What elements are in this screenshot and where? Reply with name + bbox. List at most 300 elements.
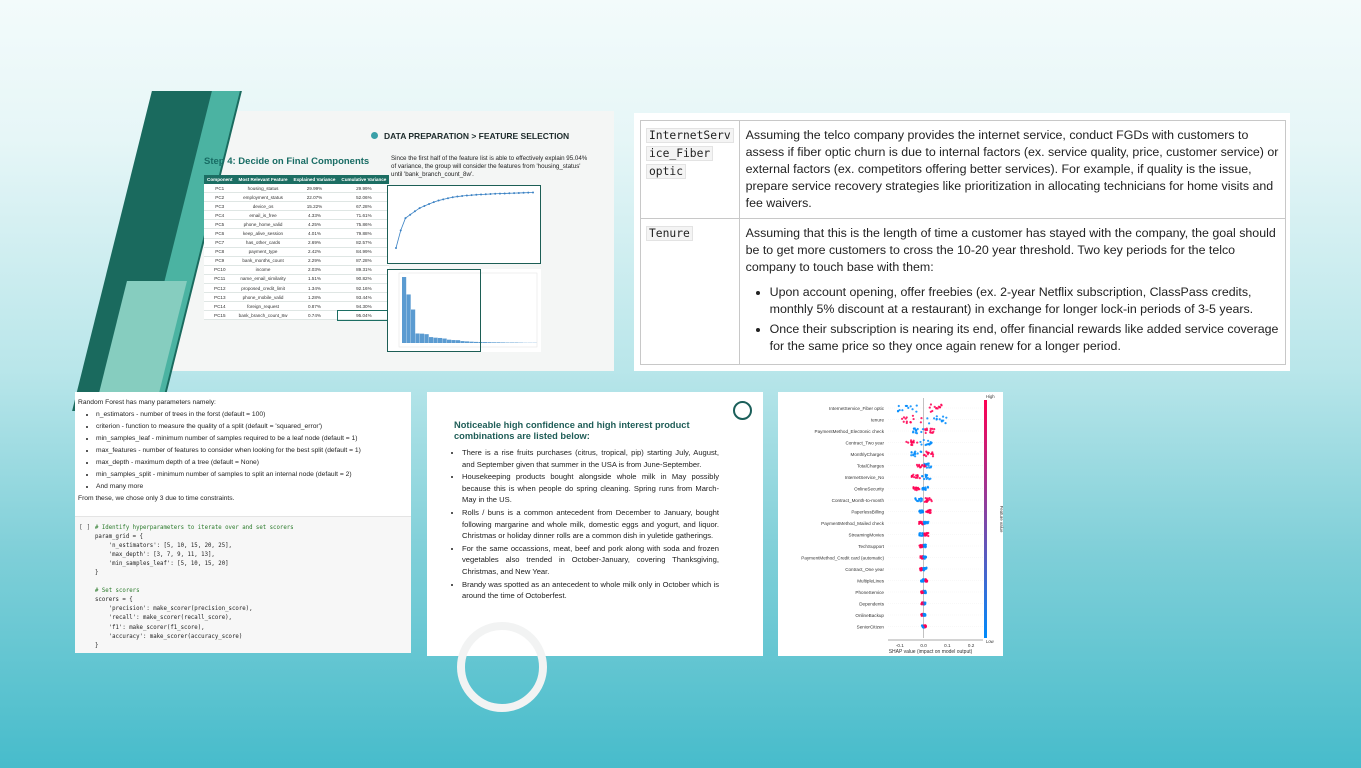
feature-label: SeniorCitizen (856, 624, 884, 630)
shap-point (926, 417, 928, 419)
table-cell: income (236, 265, 291, 274)
shap-point (923, 439, 925, 441)
table-cell: PC15 (204, 311, 236, 320)
table-row (204, 184, 389, 193)
feature-label: MultipleLines (857, 578, 884, 584)
table-cell: 0.87% (291, 302, 339, 311)
data-point (461, 195, 463, 197)
shap-point (922, 428, 924, 430)
table-cell: 2.69% (291, 238, 339, 247)
list-item: • There is a rise fruits purchases (citrus, tropical, pip) starting July, August, and September given that summer in the USA is from June-September. (462, 447, 719, 470)
table-cell: PC9 (204, 256, 236, 265)
shap-point (926, 501, 928, 503)
association-rules-slide (427, 392, 763, 656)
data-point (494, 193, 496, 195)
list-item: • Upon account opening, offer freebies (ex. 2-year Netflix subscription, ClassPass credits, monthly 5% discount at a restaurant) in exchange for longer lock-in periods of 3-5 years. (770, 284, 1279, 318)
shap-point (922, 511, 924, 513)
shap-point (921, 533, 923, 535)
data-point (423, 205, 425, 207)
shap-point (931, 452, 933, 454)
data-point (527, 192, 529, 194)
table-cell: bank_branch_count_8w (236, 311, 291, 320)
table-cell: bank_months_count (236, 256, 291, 265)
shap-point (925, 432, 927, 434)
list-item: • min_samples_split - minimum number of samples to split an internal node (default = 2) (96, 469, 408, 481)
shap-point (932, 431, 934, 433)
shap-point (926, 429, 928, 431)
code-line: 'n_estimators': [5, 10, 15, 20, 25], (95, 543, 232, 550)
shap-point (915, 488, 917, 490)
colorbar (984, 400, 987, 638)
data-point (428, 203, 430, 205)
shap-point (906, 422, 908, 424)
table-cell: 2.29% (291, 256, 339, 265)
code-line: 'f1': make_scorer(f1_score), (95, 624, 205, 631)
data-point (466, 195, 468, 197)
table-cell: 79.88% (338, 229, 389, 238)
shap-point (912, 418, 914, 420)
shap-point (913, 428, 915, 430)
table-cell: PC2 (204, 193, 236, 202)
data-point (471, 194, 473, 196)
data-point (404, 217, 406, 219)
bar (488, 342, 492, 343)
shap-point (925, 497, 927, 499)
code-cell[interactable] (75, 516, 411, 653)
table-cell: 2.42% (291, 247, 339, 256)
table-cell: 82.57% (338, 238, 389, 247)
list-item: • Brandy was spotted as an antecedent to whole milk only in October which is around the time of Octoberfest. (462, 579, 719, 602)
table-cell: keep_alive_session (236, 229, 291, 238)
shap-point (903, 421, 905, 423)
shap-point (924, 522, 926, 524)
shap-point (936, 415, 938, 417)
shap-point (925, 444, 927, 446)
data-point (442, 198, 444, 200)
shap-point (927, 535, 929, 537)
table-header: Component (204, 175, 236, 184)
params-list (96, 409, 408, 493)
shap-point (905, 418, 907, 420)
list-item: • min_samples_leaf - minimum number of samples required to be a leaf node (default = 1) (96, 433, 408, 445)
shap-point (925, 463, 927, 465)
shap-point (922, 591, 924, 593)
shap-point (928, 452, 930, 454)
data-point (523, 192, 525, 194)
feature-label: PaymentMethod_Electronic check (814, 429, 884, 434)
code-line: param_grid = { (95, 534, 143, 541)
table-cell: PC12 (204, 284, 236, 293)
list-item: • max_features - number of features to consider when looking for the best split (default = 1) (96, 445, 408, 457)
shap-point (917, 487, 919, 489)
feature-label: PaymentMethod_Mailed check (821, 521, 884, 526)
table-row (204, 220, 389, 229)
shap-point (923, 454, 925, 456)
slide-heading: Noticeable high confidence and high interest product combinations are listed below: (454, 420, 690, 441)
table-row (204, 193, 389, 202)
shap-point (927, 486, 929, 488)
feature-label: InternetService_No (844, 475, 884, 480)
table-cell: PC4 (204, 211, 236, 220)
table-cell: email_is_free (236, 211, 291, 220)
feature-label: PhoneService (855, 590, 884, 595)
notebook-outro: From these, we chose only 3 due to time constraints. (78, 495, 235, 502)
list-item: • n_estimators - number of trees in the forst (default = 100) (96, 409, 408, 421)
table-cell: 94.30% (338, 302, 389, 311)
table-row (204, 265, 389, 274)
shap-point (910, 439, 912, 441)
shap-point (920, 450, 922, 452)
data-point (532, 191, 534, 193)
shap-point (914, 452, 916, 454)
shap-point (936, 418, 938, 420)
shap-point (907, 407, 909, 409)
data-point (480, 193, 482, 195)
slide-note: Since the first half of the feature list is able to effectively explain 95.04% of variance, the group will consider the features from 'housing_status' until 'bank_branch_count_8w'. (391, 155, 588, 178)
x-tick-label: 0.2 (967, 643, 975, 648)
data-point (414, 210, 416, 212)
shap-point (924, 603, 926, 605)
list-item: • And many more (96, 481, 408, 493)
code-line: 'precision': make_scorer(precision_score), (95, 606, 253, 613)
code-line: 'max_depth': [3, 7, 9, 11, 13], (95, 552, 215, 559)
table-row (204, 256, 389, 265)
shap-point (912, 415, 914, 417)
shap-point (901, 409, 903, 411)
table-cell-key (641, 219, 740, 365)
shap-point (928, 462, 930, 464)
feature-label: OnlineSecurity (854, 486, 884, 492)
explained-variance-highlight (387, 269, 481, 352)
cumulative-variance-svg (388, 186, 539, 262)
shap-point (920, 497, 922, 499)
notebook-intro: Random Forest has many parameters namely: (78, 399, 216, 406)
table-row (204, 284, 389, 293)
shap-point (929, 431, 931, 433)
shap-point (917, 452, 919, 454)
table-cell: PC6 (204, 229, 236, 238)
table-cell: has_other_cards (236, 238, 291, 247)
feature-code: Tenure (646, 226, 693, 241)
table-cell: 1.28% (291, 293, 339, 302)
shap-point (907, 442, 909, 444)
feature-label: MonthlyCharges (850, 452, 884, 457)
shap-point (925, 489, 927, 491)
shap-point (911, 408, 913, 410)
code-line: } (95, 642, 99, 649)
shap-point (928, 510, 930, 512)
table-cell: 75.86% (338, 220, 389, 229)
table-header: Cumulative Variance (338, 175, 389, 184)
shap-point (920, 535, 922, 537)
shap-point (915, 429, 917, 431)
table-cell: 52.06% (338, 193, 389, 202)
shap-summary-plot (778, 392, 1003, 656)
code-line: 'accuracy': make_scorer(accuracy_score) (95, 633, 243, 640)
table-row (204, 238, 389, 247)
data-point (433, 201, 435, 203)
code-line: # Set scorers (95, 588, 140, 595)
shap-point (912, 454, 914, 456)
table-cell: 15.22% (291, 202, 339, 211)
shap-point (924, 567, 926, 569)
table-cell: 4.01% (291, 229, 339, 238)
data-point (400, 229, 402, 231)
shap-point (926, 474, 928, 476)
bar (497, 342, 501, 343)
shap-point (927, 522, 929, 524)
data-point (409, 214, 411, 216)
feature-label: tenure (870, 417, 884, 423)
table-cell: 89.31% (338, 265, 389, 274)
table-cell: 4.25% (291, 220, 339, 229)
feature-label: InternetService_Fiber optic (829, 406, 884, 411)
shap-point (925, 581, 927, 583)
table-cell: 4.33% (291, 211, 339, 220)
shap-point (933, 417, 935, 419)
table-row (641, 219, 1286, 365)
table-cell: 84.99% (338, 247, 389, 256)
table-cell: PC7 (204, 238, 236, 247)
table-cell: phone_mobile_valid (236, 293, 291, 302)
table-cell: housing_status (236, 184, 291, 193)
tenure-text: Assuming that this is the length of time a customer has stayed with the company, the goal should be to get more customers to cross the 10-20 year threshold. Two key periods for the telco company to touch base with them: (745, 226, 1276, 274)
table-cell: 29.99% (338, 184, 389, 193)
colorbar-label: Feature value (999, 505, 1004, 533)
shap-point (905, 405, 907, 407)
feature-code: InternetServ (646, 128, 734, 143)
cell-run-prompt[interactable]: [ ] (79, 524, 91, 531)
shap-point (921, 464, 923, 466)
shap-point (916, 500, 918, 502)
shap-point (918, 532, 920, 534)
shap-point (924, 545, 926, 547)
shap-point (933, 428, 935, 430)
code-line: } (95, 570, 99, 577)
table-cell: PC11 (204, 274, 236, 283)
table-cell: PC5 (204, 220, 236, 229)
list-item: • max_depth - maximum depth of a tree (default = None) (96, 457, 408, 469)
notebook-card (75, 392, 411, 653)
table-row (204, 229, 389, 238)
code-line: 'min_samples_leaf': [5, 10, 15, 20] (95, 561, 229, 568)
feature-label: PaymentMethod_Credit card (automatic) (801, 555, 884, 561)
data-point (438, 200, 440, 202)
bullet-dot-icon (371, 132, 378, 139)
shap-point (922, 578, 924, 580)
shap-point (916, 474, 918, 476)
feature-label: Dependents (859, 601, 884, 607)
table-row (641, 121, 1286, 219)
code-line: 'recall': make_scorer(recall_score), (95, 615, 232, 622)
shap-point (910, 451, 912, 453)
findings-list (462, 447, 719, 603)
table-cell: 87.28% (338, 256, 389, 265)
table-row (204, 247, 389, 256)
shap-point (925, 476, 927, 478)
shap-point (925, 626, 927, 628)
shap-point (928, 497, 930, 499)
data-point (475, 194, 477, 196)
table-cell: proposed_credit_limit (236, 284, 291, 293)
shap-point (919, 441, 921, 443)
list-item: • Rolls / buns is a common antecedent from December to January, bought following margarine and whole milk, domestic eggs and yogurt, and liquor. Christmas or holiday dinner rolls are a common dish in yuletide gatherings. (462, 507, 719, 542)
table-cell: 22.07% (291, 193, 339, 202)
table-cell: 90.82% (338, 274, 389, 283)
table-cell: 1.51% (291, 274, 339, 283)
table-cell: employment_status (236, 193, 291, 202)
shap-point (939, 418, 941, 420)
feature-code: ice_Fiber (646, 146, 713, 161)
feature-label: Contract_Two year (845, 440, 884, 446)
shap-point (921, 602, 923, 604)
table-cell-text: Assuming the telco company provides the internet service, conduct FGDs with customers to assess if fiber optic churn is due to internal factors (ex. service quality, price, customer service) or external factors (ex. competitors offering better services). For example, if quality is the issue, prepare service recovery strategies like prioritization in allocating technicians for home visits and fee waivers. (739, 121, 1285, 219)
shap-summary-card (778, 392, 1003, 656)
churn-recommendations-table (640, 120, 1286, 365)
data-point (513, 192, 515, 194)
table-cell: PC14 (204, 302, 236, 311)
shap-point (934, 406, 936, 408)
table-cell-text (739, 219, 1285, 365)
list-item: • criterion - function to measure the quality of a split (default = 'squared_error') (96, 421, 408, 433)
data-point (499, 193, 501, 195)
shap-point (898, 405, 900, 407)
bar (501, 342, 505, 343)
shap-point (919, 544, 921, 546)
table-cell: 92.16% (338, 284, 389, 293)
x-tick-label: 0.1 (944, 643, 951, 648)
table-row (204, 211, 389, 220)
table-cell: 95.04% (338, 311, 389, 320)
shap-point (916, 432, 918, 434)
table-header: Explained Variance (291, 175, 339, 184)
list-item: • Housekeeping products bought alongside whole milk in May possibly because this is when people do spring cleaning. Spring runs from March-May in the US. (462, 471, 719, 506)
data-point (504, 192, 506, 194)
table-cell: 71.61% (338, 211, 389, 220)
markdown-cell (75, 392, 411, 505)
feature-code: optic (646, 164, 686, 179)
shap-point (925, 556, 927, 558)
feature-label: StreamingMovies (848, 532, 884, 538)
shap-point (921, 475, 923, 477)
x-tick-label: -0.1 (895, 643, 904, 648)
shap-point (915, 411, 917, 413)
code-editor[interactable] (95, 524, 294, 651)
table-row (204, 202, 389, 211)
shap-point (910, 421, 912, 423)
shap-point (910, 405, 912, 407)
feature-label: Contract_One year (845, 567, 884, 572)
shap-point (941, 420, 943, 422)
shap-point (928, 465, 930, 467)
shap-point (911, 444, 913, 446)
shap-point (931, 410, 933, 412)
feature-label: PaperlessBilling (851, 509, 884, 515)
shap-point (913, 440, 915, 442)
x-axis-label: SHAP value (impact on model output) (888, 649, 973, 655)
shap-point (920, 431, 922, 433)
shap-point (912, 430, 914, 432)
table-cell: name_email_similarity (236, 274, 291, 283)
shap-point (919, 555, 921, 557)
shap-point (911, 475, 913, 477)
table-cell: 29.99% (291, 184, 339, 193)
shap-point (914, 455, 916, 457)
feature-label: OnlineBackup (855, 613, 884, 618)
table-cell: payment_type (236, 247, 291, 256)
shap-point (929, 406, 931, 408)
feature-label: TotalCharges (856, 463, 884, 469)
code-line: scorers = { (95, 597, 133, 604)
decor-circle (457, 622, 547, 712)
shap-point (931, 428, 933, 430)
cumulative-variance-plot (387, 185, 541, 264)
feature-label: Contract_Month-to-month (831, 498, 884, 503)
table-cell: device_os (236, 202, 291, 211)
shap-point (932, 455, 934, 457)
shap-point (924, 486, 926, 488)
table-header: Most Relevant Feature (236, 175, 291, 184)
shap-point (920, 466, 922, 468)
shap-point (916, 464, 918, 466)
shap-point (930, 466, 932, 468)
shap-point (928, 422, 930, 424)
shap-point (945, 417, 947, 419)
shap-point (897, 410, 899, 412)
churn-recommendations-card (634, 113, 1290, 371)
shap-point (923, 614, 925, 616)
shap-point (924, 532, 926, 534)
table-cell: PC1 (204, 184, 236, 193)
shap-point (921, 615, 923, 617)
shap-point (922, 626, 924, 628)
list-item: • Once their subscription is nearing its end, offer financial rewards like added service coverage for the same price so they once again renew for a longer period. (770, 321, 1279, 355)
shap-point (920, 568, 922, 570)
data-point (452, 196, 454, 198)
circle-outline-icon (733, 401, 752, 420)
bar (492, 342, 496, 343)
shap-point (916, 404, 918, 406)
colorbar-high-label: High (986, 394, 995, 399)
shap-point (926, 467, 928, 469)
shap-point (919, 477, 921, 479)
table-cell: PC8 (204, 247, 236, 256)
shap-point (930, 403, 932, 405)
slide-header: DATA PREPARATION > FEATURE SELECTION (384, 131, 570, 141)
colorbar-low-label: Low (986, 639, 994, 644)
feature-label: TechSupport (858, 544, 884, 549)
table-cell: PC13 (204, 293, 236, 302)
shap-point (929, 443, 931, 445)
table-cell: 93.44% (338, 293, 389, 302)
shap-point (920, 500, 922, 502)
tenure-bullets (770, 284, 1279, 355)
shap-point (921, 488, 923, 490)
table-cell: 2.03% (291, 265, 339, 274)
shap-point (921, 523, 923, 525)
shap-point (920, 443, 922, 445)
table-cell: PC3 (204, 202, 236, 211)
pca-components-table (204, 175, 389, 320)
data-point (419, 207, 421, 209)
table-cell: PC10 (204, 265, 236, 274)
table-cell: 0.74% (291, 311, 339, 320)
shap-point (942, 416, 944, 418)
data-point (447, 197, 449, 199)
shap-point (923, 465, 925, 467)
shap-point (923, 478, 925, 480)
shap-point (944, 422, 946, 424)
